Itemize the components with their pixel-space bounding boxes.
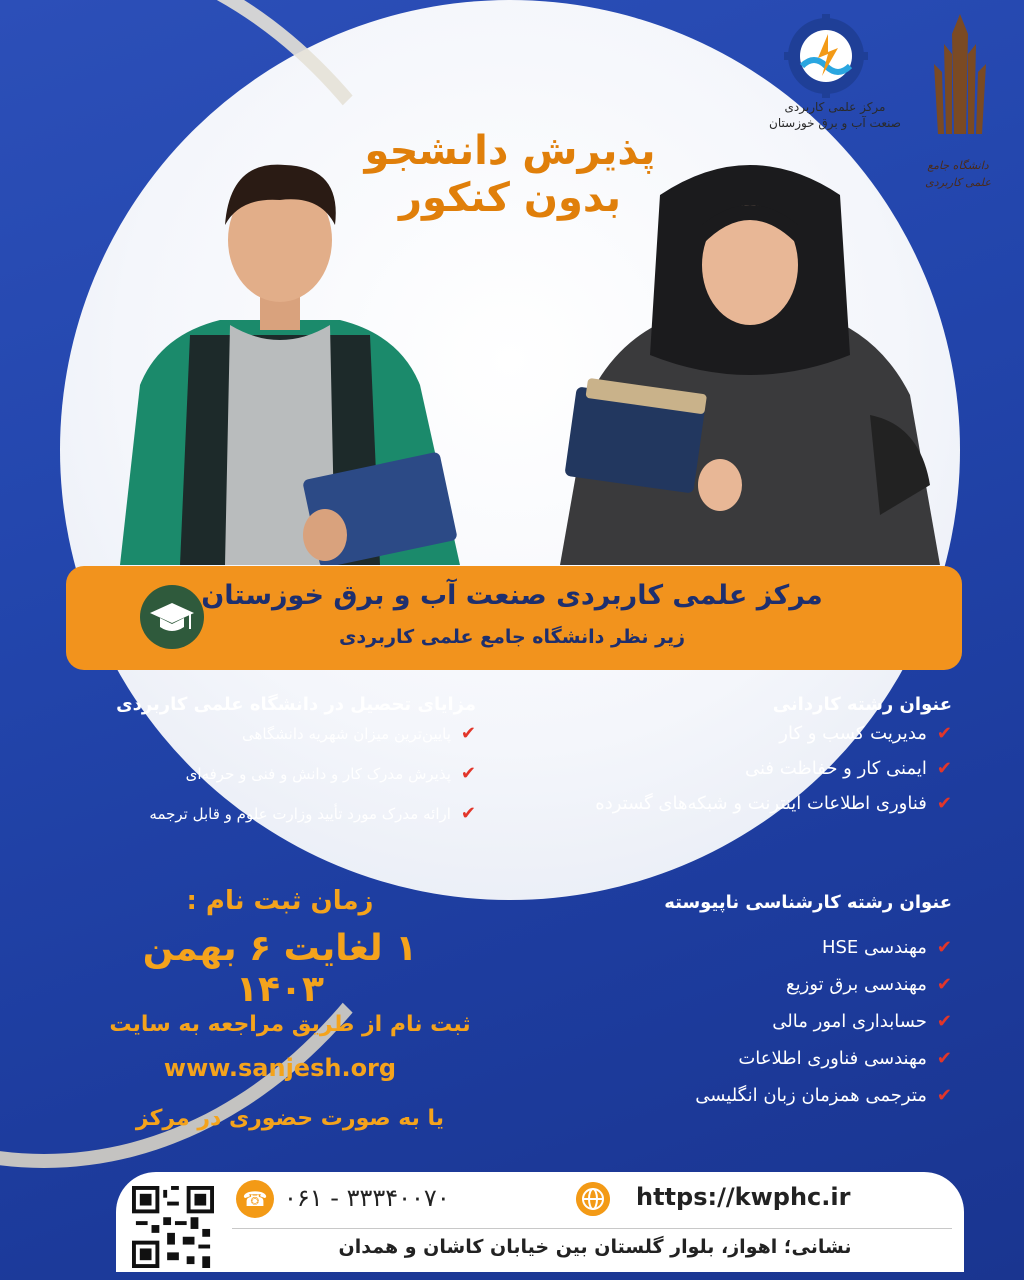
check-icon: ✔	[936, 1048, 952, 1069]
check-icon: ✔	[936, 974, 952, 995]
list-item: ✔ ایمنی کار و حفاظت فنی	[744, 758, 952, 779]
univ-line2: علمی کاربردی	[925, 175, 991, 189]
registration-date: ۱ لغایت ۶ بهمن ۱۴۰۳	[142, 928, 418, 1010]
page-title-line1: پذیرش دانشجو	[364, 128, 656, 174]
registration-in-person: یا به صورت حضوری در مرکز	[135, 1106, 445, 1131]
associate-section	[500, 694, 952, 828]
university-logo-icon	[930, 14, 990, 144]
list-item: ✔ پذیرش مدرک کار و دانش و فنی و حرفه‌ای	[185, 763, 476, 784]
center-name-line2: صنعت آب و برق خوزستان	[769, 115, 901, 130]
list-item: ✔ پایین‌ترین میزان شهریه دانشگاهی	[242, 723, 476, 744]
check-icon: ✔	[460, 763, 476, 784]
list-item: ✔ مهندسی برق توزیع	[786, 974, 952, 995]
list-item: ✔ مدیریت کسب و کار	[779, 723, 952, 744]
associate-heading: عنوان رشته کاردانی	[772, 694, 952, 715]
registration-time-label: زمان ثبت نام :	[186, 886, 374, 916]
bachelor-section	[560, 892, 952, 1122]
graduation-cap-icon	[140, 585, 204, 649]
benefits-section	[66, 694, 476, 843]
center-name	[760, 100, 910, 131]
check-icon: ✔	[936, 937, 952, 958]
website-link[interactable]: https://kwphc.ir	[636, 1183, 851, 1211]
list-item: ✔ مهندسی HSE	[821, 937, 952, 958]
qr-code-icon[interactable]	[132, 1186, 214, 1268]
footer-divider	[232, 1228, 952, 1229]
address: نشانی؛ اهواز، بلوار گلستان بین خیابان کاشان و همدان	[338, 1236, 852, 1258]
check-icon: ✔	[936, 723, 952, 744]
check-icon: ✔	[936, 1085, 952, 1106]
list-item: ✔ ارائه مدرک مورد تأیید وزارت علوم و قابل ترجمه	[149, 803, 476, 824]
female-student-image	[550, 155, 950, 565]
registration-site-link[interactable]: www.sanjesh.org	[163, 1054, 397, 1082]
benefits-heading: مزایای تحصیل در دانشگاه علمی کاربردی	[116, 694, 476, 715]
center-name-line1: مرکز علمی کاربردی	[784, 100, 886, 114]
registration-via: ثبت نام از طریق مراجعه به سایت	[109, 1012, 471, 1037]
phone-icon: ☎	[236, 1180, 274, 1218]
check-icon: ✔	[936, 758, 952, 779]
list-item: ✔ فناوری اطلاعات اینترنت و شبکه‌های گسترده	[595, 793, 952, 814]
check-icon: ✔	[936, 1011, 952, 1032]
banner-subtitle: زیر نظر دانشگاه جامع علمی کاربردی	[338, 626, 686, 648]
page-title-line2: بدون کنکور	[398, 175, 621, 221]
center-logo-icon	[784, 14, 868, 98]
bachelor-heading: عنوان رشته کارشناسی ناپیوسته	[664, 892, 952, 913]
check-icon: ✔	[936, 793, 952, 814]
list-item: ✔ حسابداری امور مالی	[772, 1011, 952, 1032]
banner-title: مرکز علمی کاربردی صنعت آب و برق خوزستان	[201, 580, 823, 611]
male-student-image	[80, 155, 480, 565]
globe-icon	[576, 1182, 610, 1216]
check-icon: ✔	[460, 803, 476, 824]
list-item: ✔ مترجمی همزمان زبان انگلیسی	[695, 1085, 952, 1106]
list-item: ✔ مهندسی فناوری اطلاعات	[738, 1048, 952, 1069]
check-icon: ✔	[460, 723, 476, 744]
univ-line1: دانشگاه جامع	[927, 159, 989, 172]
phone-number[interactable]: ۰۶۱ - ۳۳۳۴۰۰۷۰	[284, 1184, 450, 1212]
